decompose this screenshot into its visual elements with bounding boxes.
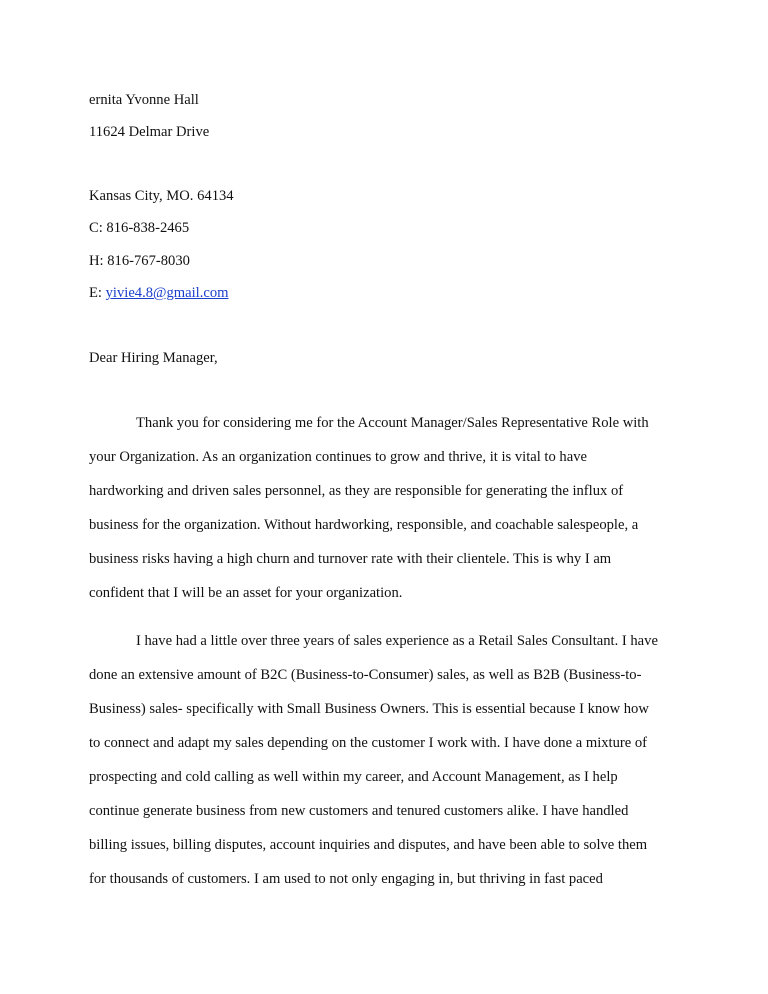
- paragraph-2-line: prospecting and cold calling as well within my career, and Account Management, as I help: [89, 769, 618, 785]
- email-prefix: E:: [89, 285, 106, 301]
- paragraph-2-line: for thousands of customers. I am used to not only engaging in, but thriving in fast paced: [89, 871, 603, 887]
- paragraph-2-line: to connect and adapt my sales depending on the customer I work with. I have done a mixture of: [89, 735, 648, 751]
- paragraph-1-line: Thank you for considering me for the Account Manager/Sales Representative Role with: [136, 415, 649, 431]
- paragraph-2-line: I have had a little over three years of sales experience as a Retail Sales Consultant. I have: [136, 633, 658, 649]
- salutation: Dear Hiring Manager,: [89, 350, 218, 366]
- paragraph-1-line: business risks having a high churn and turnover rate with their clientele. This is why I am: [89, 551, 612, 567]
- paragraph-1-line: business for the organization. Without hardworking, responsible, and coachable salespeople, a: [89, 517, 639, 533]
- paragraph-2-line: Business) sales- specifically with Small Business Owners. This is essential because I know how: [89, 701, 649, 717]
- sender-cell-phone: C: 816-838-2465: [89, 220, 190, 236]
- sender-home-phone: H: 816-767-8030: [89, 253, 190, 269]
- paragraph-2-line: done an extensive amount of B2C (Business-to-Consumer) sales, as well as B2B (Business-to-: [89, 667, 642, 683]
- sender-name: ernita Yvonne Hall: [89, 92, 199, 108]
- sender-street: 11624 Delmar Drive: [89, 124, 210, 140]
- paragraph-1-line: hardworking and driven sales personnel, as they are responsible for generating the influx of: [89, 483, 624, 499]
- sender-email-line: [89, 284, 229, 302]
- paragraph-1-line: your Organization. As an organization continues to grow and thrive, it is vital to have: [89, 449, 587, 465]
- sender-city: Kansas City, MO. 64134: [89, 188, 234, 204]
- paragraph-2-line: billing issues, billing disputes, account inquiries and disputes, and have been able to solve them: [89, 837, 648, 853]
- email-link[interactable]: yivie4.8@gmail.com: [105, 285, 229, 301]
- paragraph-2-line: continue generate business from new customers and tenured customers alike. I have handled: [89, 803, 629, 819]
- paragraph-1-line: confident that I will be an asset for your organization.: [89, 585, 403, 601]
